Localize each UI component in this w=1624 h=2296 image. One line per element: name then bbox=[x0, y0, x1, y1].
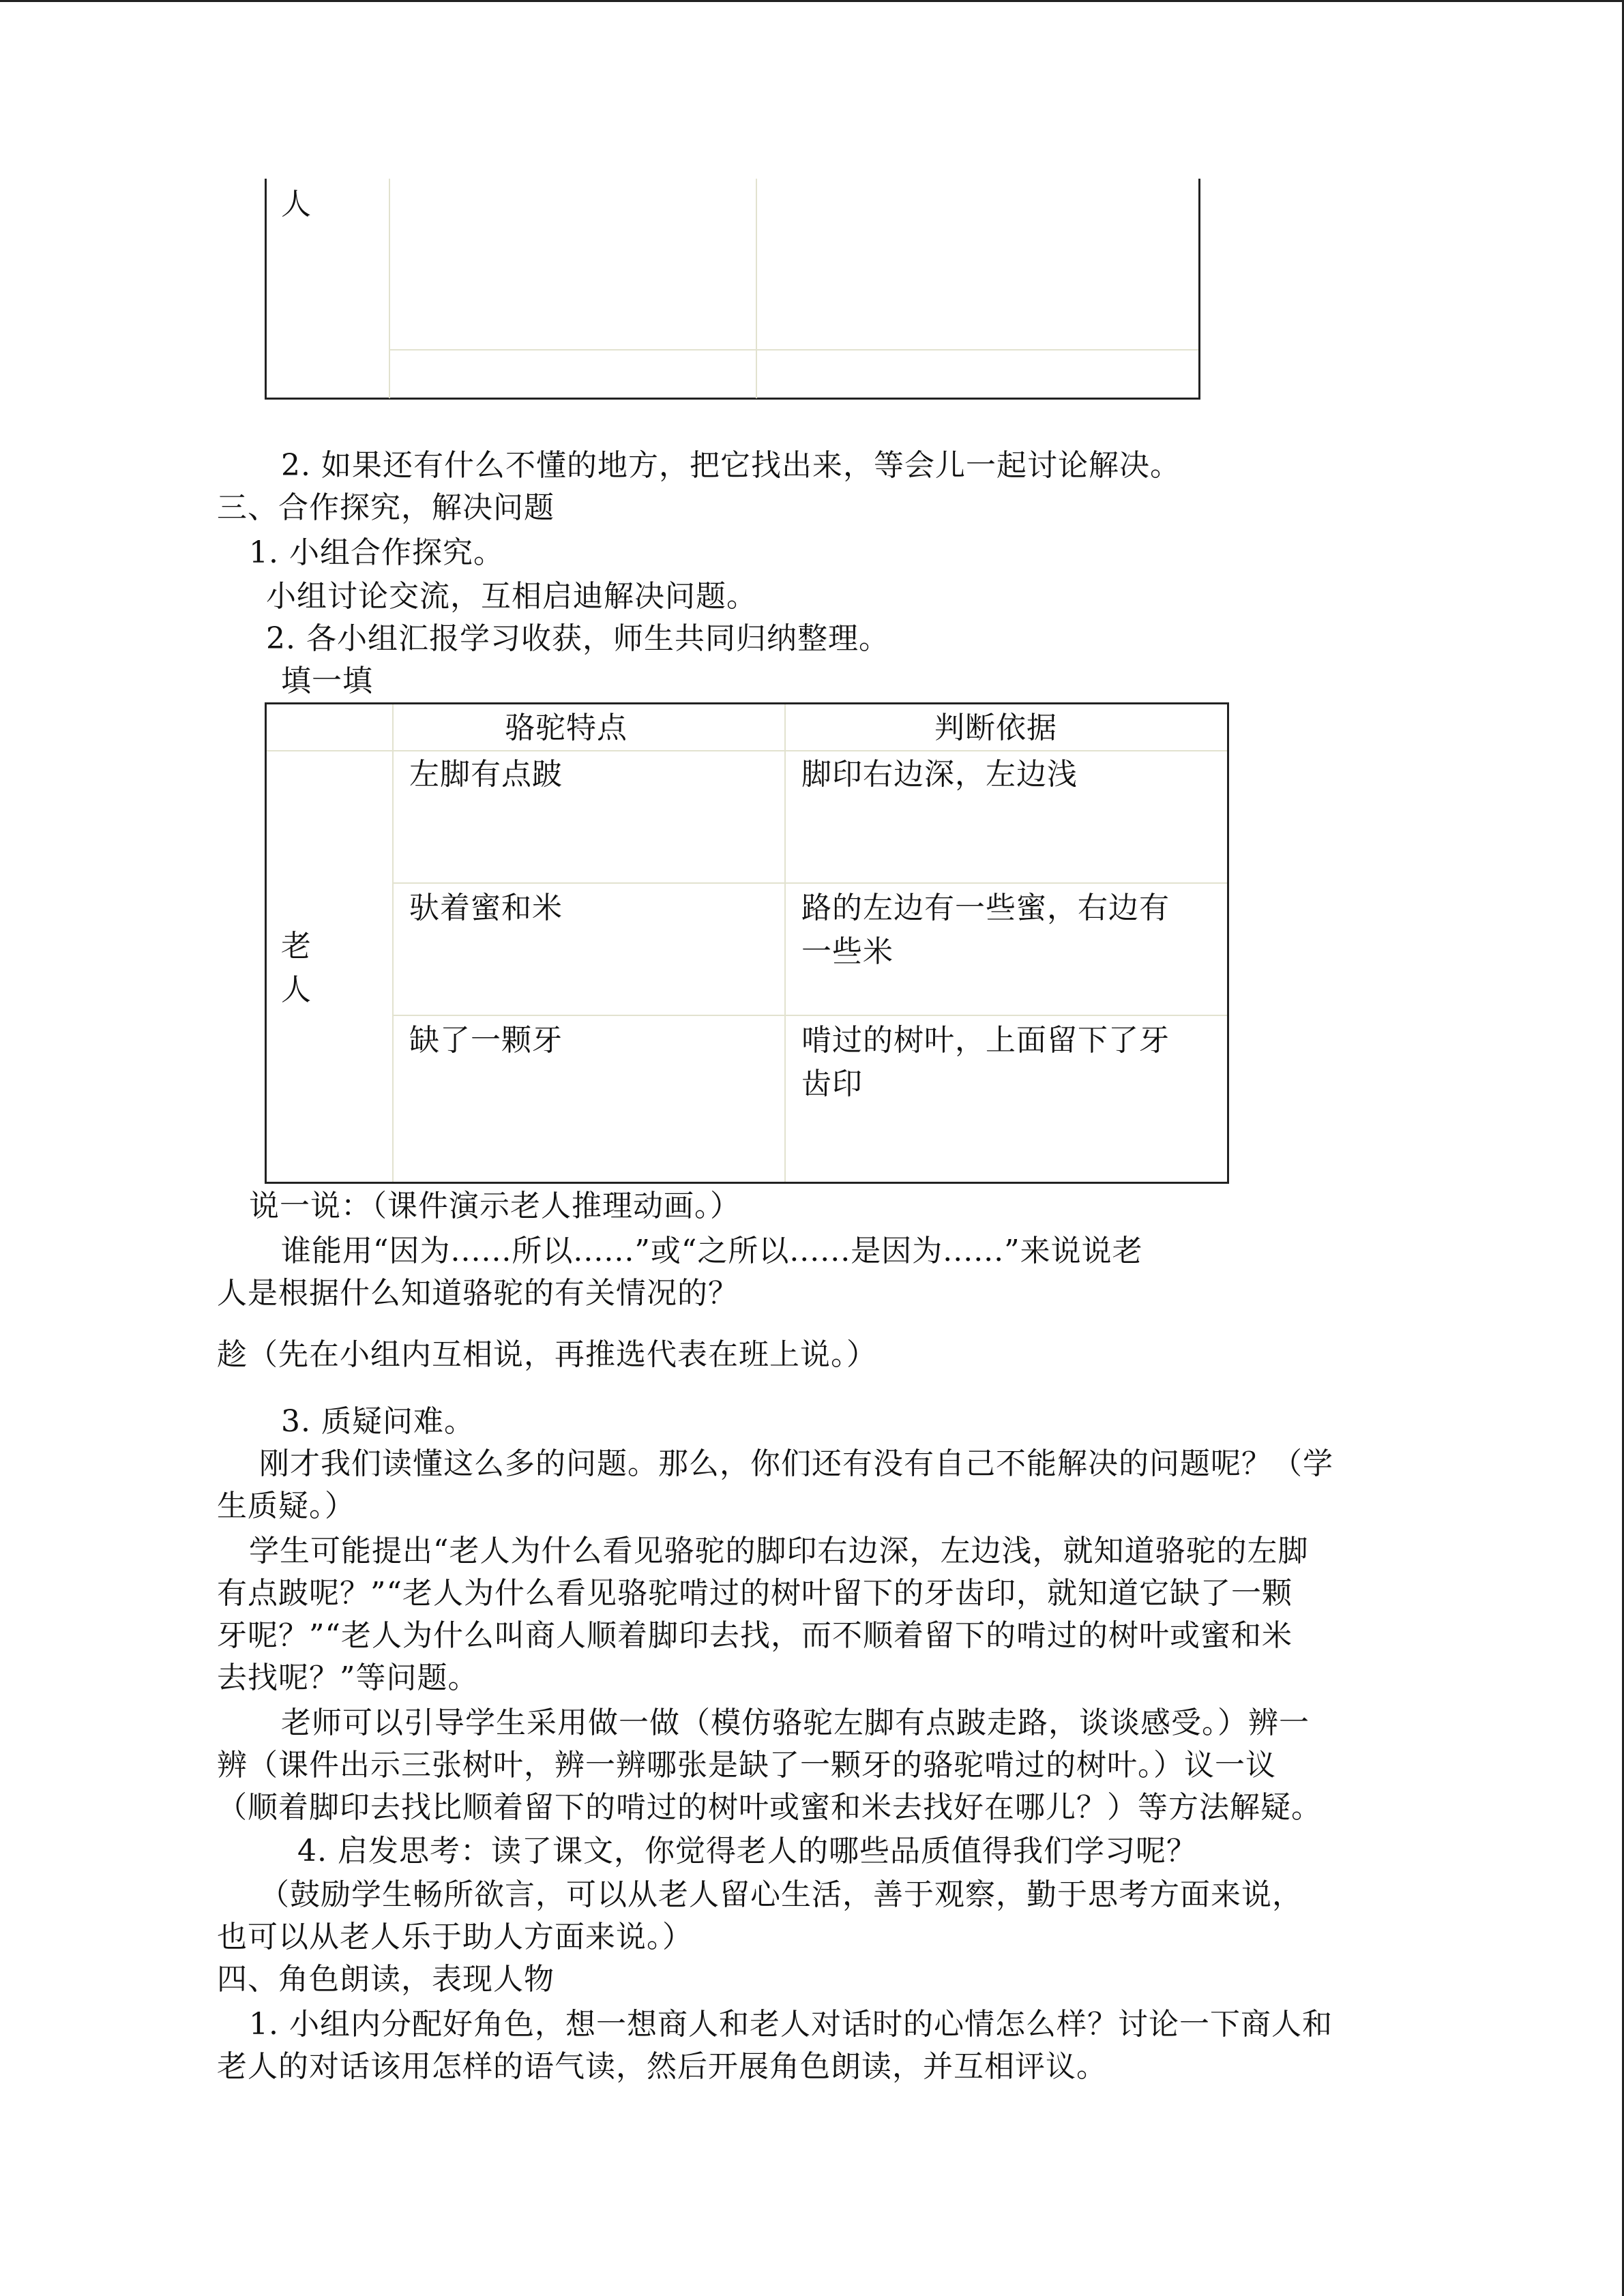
paragraph: （鼓励学生畅所欲言，可以从老人留心生活，善于观察，勤于思考方面来说， bbox=[259, 1877, 1303, 1912]
paragraph: 1. 小组内分配好角色，想一想商人和老人对话时的心情怎么样？讨论一下商人和 bbox=[249, 2007, 1333, 2042]
paragraph: 人是根据什么知道骆驼的有关情况的？ bbox=[217, 1276, 739, 1311]
subsection: 4. 启发思考：读了课文，你觉得老人的哪些品质值得我们学习呢？ bbox=[297, 1834, 1197, 1868]
table1-divider bbox=[756, 179, 757, 398]
table2-row-label: 人 bbox=[281, 972, 312, 1007]
table2-divider bbox=[394, 882, 1227, 884]
subsection: 1. 小组合作探究。 bbox=[249, 535, 504, 570]
subsection: 2. 各小组汇报学习收获，师生共同归纳整理。 bbox=[266, 621, 889, 656]
table2-divider bbox=[784, 704, 786, 1182]
paragraph: （顺着脚印去找比顺着留下的啃过的树叶或蜜和米去找好在哪儿？）等方法解疑。 bbox=[217, 1790, 1322, 1825]
table1-divider bbox=[390, 349, 1198, 351]
paragraph: 2. 如果还有什么不懂的地方，把它找出来，等会儿一起讨论解决。 bbox=[281, 448, 1181, 483]
paragraph: 去找呢？”等问题。 bbox=[217, 1660, 479, 1695]
paragraph: 小组讨论交流，互相启迪解决问题。 bbox=[266, 579, 757, 614]
table2-cell: 齿印 bbox=[801, 1067, 863, 1101]
paragraph: 学生可能提出“老人为什么看见骆驼的脚印右边深，左边浅，就知道骆驼的左脚 bbox=[249, 1534, 1309, 1568]
paragraph: 谁能用“因为......所以......”或“之所以......是因为......”来说说老 bbox=[281, 1234, 1143, 1268]
fill-label: 填一填 bbox=[281, 664, 373, 698]
paragraph: 辨（课件出示三张树叶，辨一辨哪张是缺了一颗牙的骆驼啃过的树叶。）议一议 bbox=[217, 1748, 1276, 1783]
paragraph: 老师可以引导学生采用做一做（模仿骆驼左脚有点跛走路，谈谈感受。）辨一 bbox=[281, 1705, 1310, 1740]
table2-divider bbox=[267, 750, 1227, 751]
table2-cell: 缺了一颗牙 bbox=[409, 1023, 563, 1058]
paragraph: 说一说：（课件演示老人推理动画。） bbox=[249, 1189, 741, 1223]
paragraph: 也可以从老人乐于助人方面来说。） bbox=[217, 1920, 693, 1954]
table1-divider bbox=[389, 179, 390, 398]
table2-cell: 驮着蜜和米 bbox=[409, 891, 563, 925]
table2-row-label: 老 bbox=[281, 929, 312, 964]
subsection: 3. 质疑问难。 bbox=[281, 1404, 475, 1439]
table2-cell: 路的左边有一些蜜，右边有 bbox=[801, 891, 1170, 925]
paragraph: 有点跛呢？”“老人为什么看见骆驼啃过的树叶留下的牙齿印，就知道它缺了一颗 bbox=[217, 1576, 1293, 1611]
paragraph: 刚才我们读懂这么多的问题。那么，你们还有没有自己不能解决的问题呢？（学 bbox=[259, 1446, 1333, 1481]
table1-row-label: 人 bbox=[281, 187, 312, 222]
table2-cell: 一些米 bbox=[801, 934, 894, 969]
table2-cell: 脚印右边深，左边浅 bbox=[801, 757, 1078, 792]
table2-cell: 啃过的树叶，上面留下了牙 bbox=[801, 1023, 1170, 1058]
table2-divider bbox=[392, 704, 394, 1182]
section-heading: 四、角色朗读，表现人物 bbox=[217, 1962, 555, 1997]
table2-header: 判断依据 bbox=[934, 711, 1057, 745]
table2-cell: 左脚有点跛 bbox=[409, 757, 563, 792]
paragraph: 牙呢？”“老人为什么叫商人顺着脚印去找，而不顺着留下的啃过的树叶或蜜和米 bbox=[217, 1618, 1293, 1653]
paragraph: 趁（先在小组内互相说，再推选代表在班上说。） bbox=[217, 1337, 877, 1372]
paragraph: 老人的对话该用怎样的语气读，然后开展角色朗读，并互相评议。 bbox=[217, 2049, 1107, 2084]
section-heading: 三、合作探究，解决问题 bbox=[217, 490, 555, 525]
table2-divider bbox=[394, 1015, 1227, 1016]
paragraph: 生质疑。） bbox=[217, 1489, 355, 1523]
table1-frame bbox=[265, 179, 1200, 400]
table2-header: 骆驼特点 bbox=[505, 711, 628, 745]
page-border bbox=[0, 0, 1624, 2]
